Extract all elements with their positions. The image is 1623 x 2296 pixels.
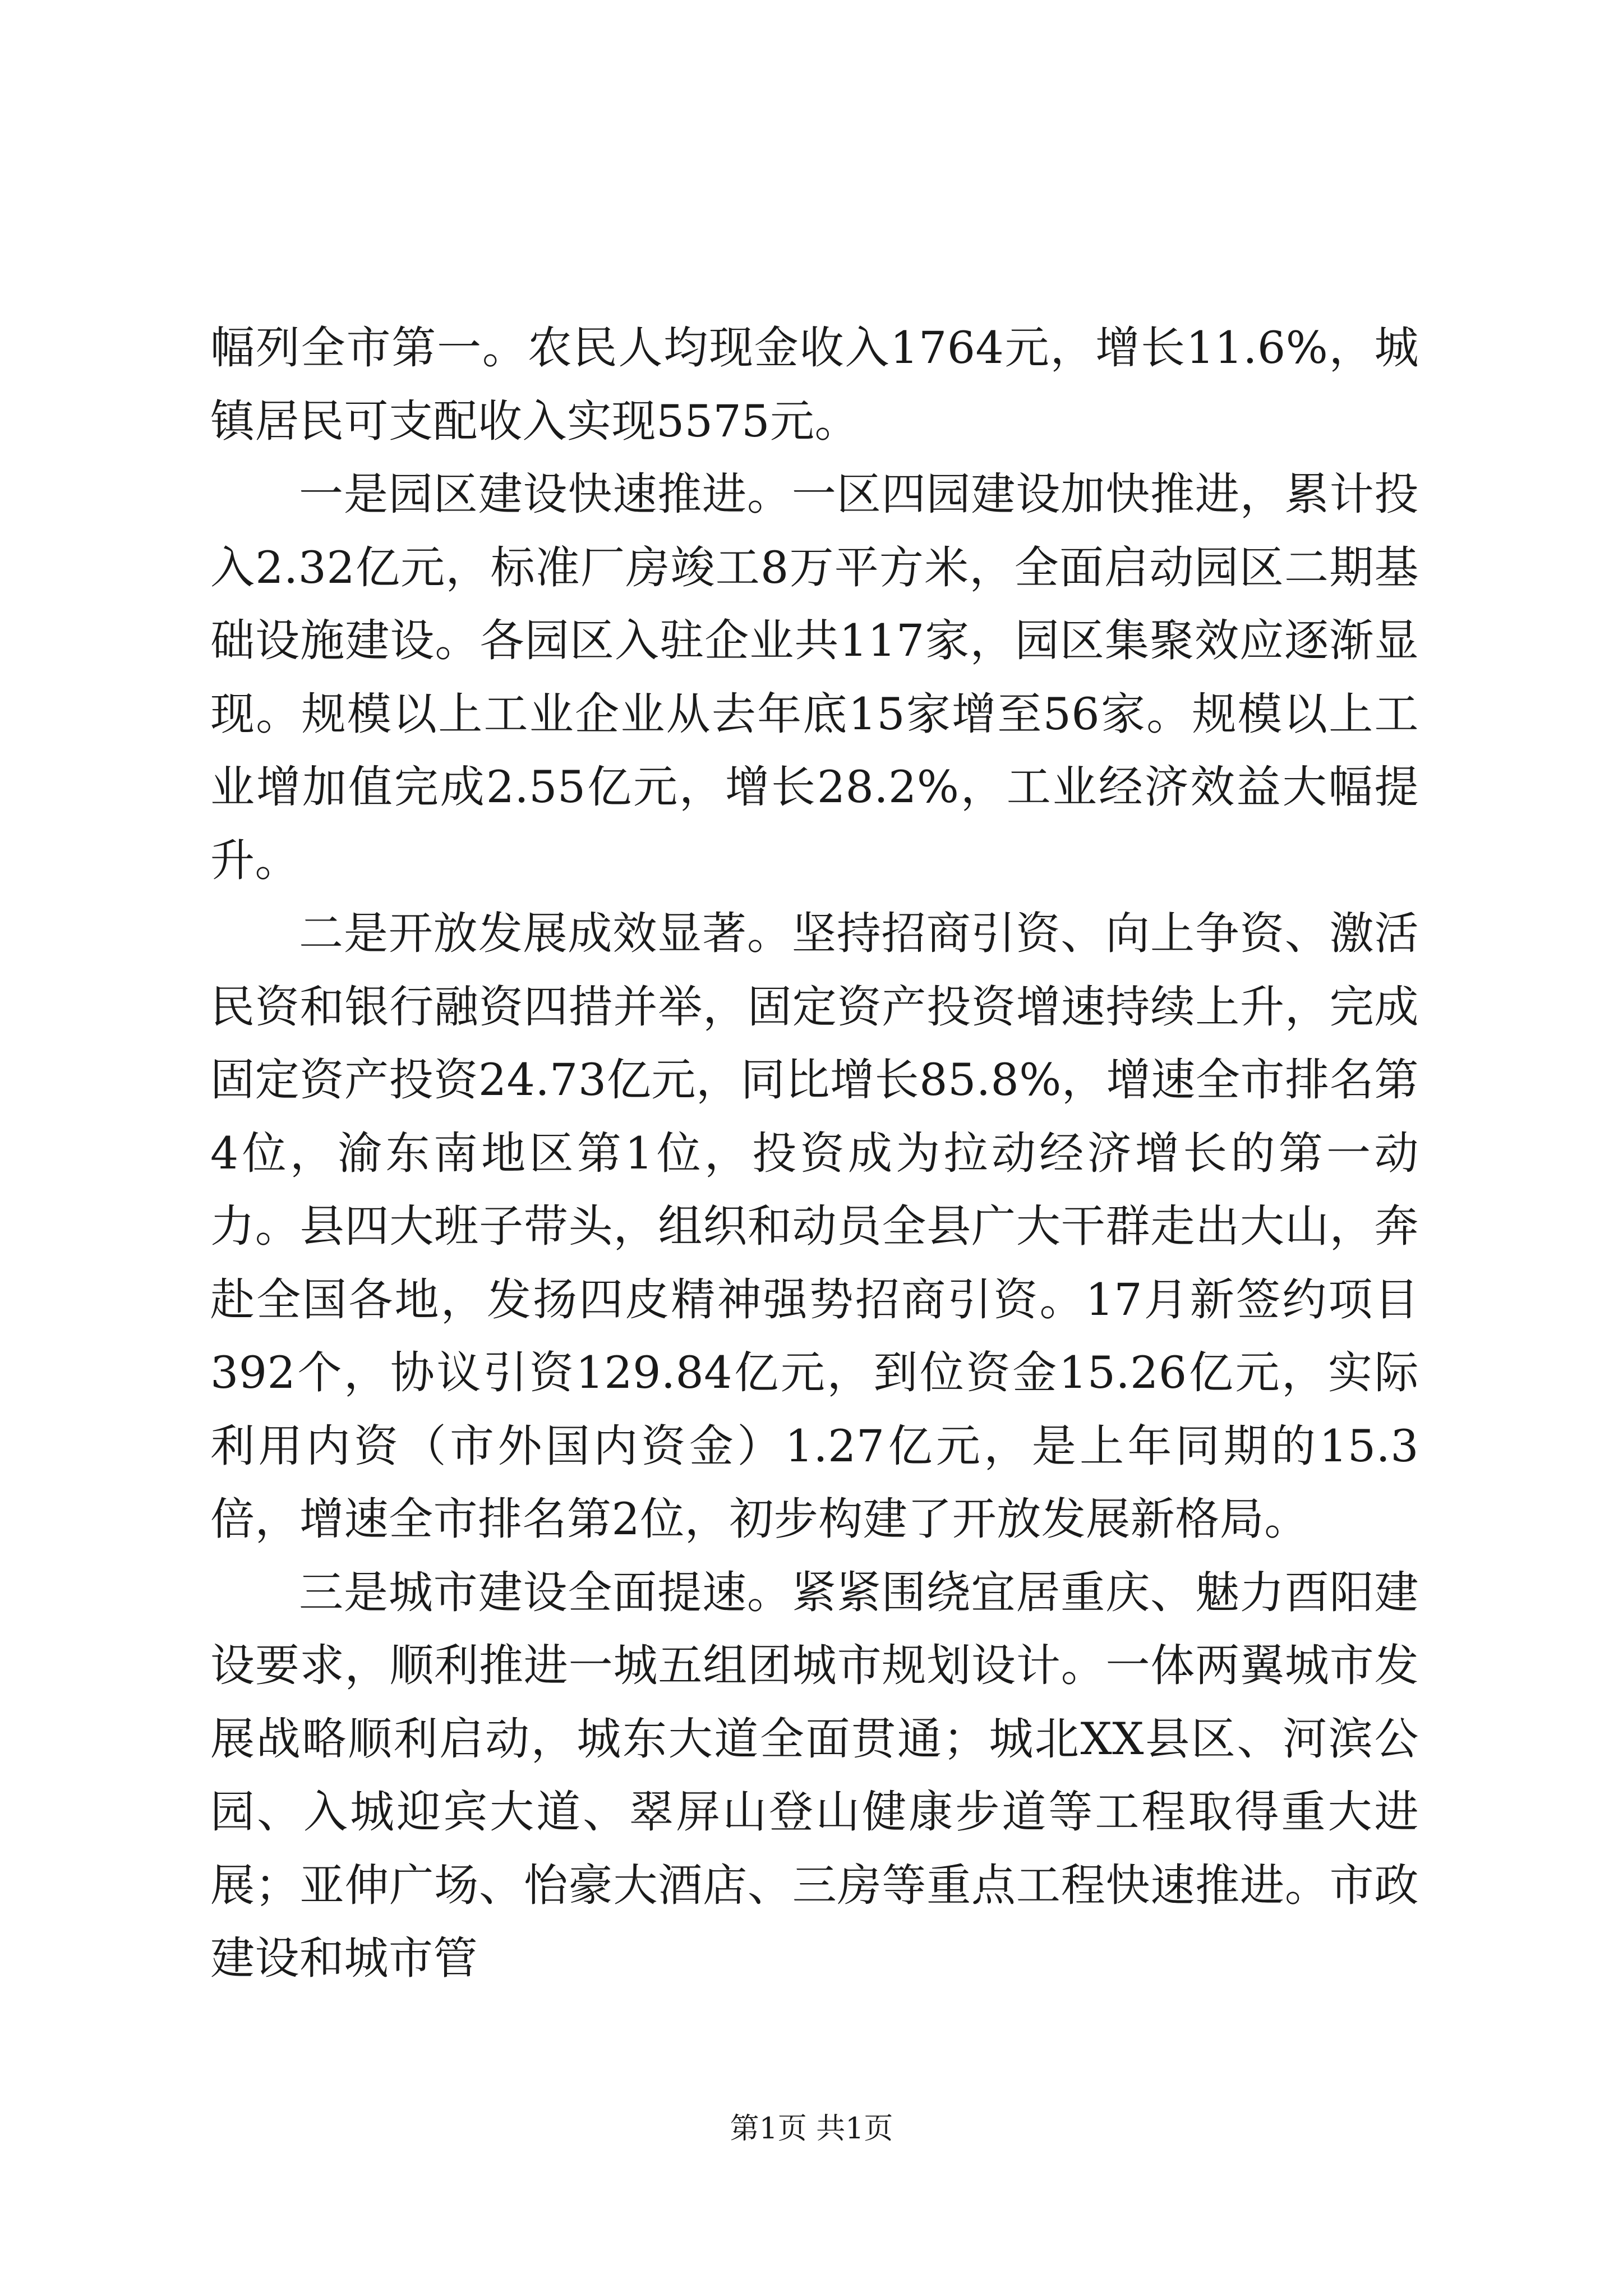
page-number-label: 第1页 共1页 — [730, 2112, 893, 2146]
paragraph-4: 三是城市建设全面提速。紧紧围绕宜居重庆、魅力酉阳建设要求，顺利推进一城五组团城市规划设计。一体两翼城市发展战略顺利启动，城东大道全面贯通；城北XX县区、河滨公园、入城迎宾大道、翠屏山登山健康步道等工程取得重大进展；亚伸广场、怡豪大酒店、三房等重点工程快速推进。市政建设和城市管 — [210, 1566, 1419, 1984]
page-footer — [0, 2109, 1623, 2148]
paragraph-1: 幅列全市第一。农民人均现金收入1764元，增长11.6%，城镇居民可支配收入实现5575元。 — [210, 322, 1419, 447]
document-body — [210, 311, 1419, 1995]
paragraph-3: 二是开放发展成效显著。坚持招商引资、向上争资、激活民资和银行融资四措并举，固定资产投资增速持续上升，完成固定资产投资24.73亿元，同比增长85.8%，增速全市排名第4位，渝东南地区第1位，投资成为拉动经济增长的第一动力。县四大班子带头，组织和动员全县广大干群走出大山，奔赴全国各地，发扬四皮精神强势招商引资。17月新签约项目392个，协议引资129.84亿元，到位资金15.26亿元，实际利用内资（市外国内资金）1.27亿元，是上年同期的15.3倍，增速全市排名第2位，初步构建了开放发展新格局。 — [210, 908, 1419, 1545]
paragraph-2: 一是园区建设快速推进。一区四园建设加快推进，累计投入2.32亿元，标准厂房竣工8万平方米，全面启动园区二期基础设施建设。各园区入驻企业共117家，园区集聚效应逐渐显现。规模以上工业企业从去年底15家增至56家。规模以上工业增加值完成2.55亿元，增长28.2%，工业经济效益大幅提升。 — [210, 468, 1419, 886]
